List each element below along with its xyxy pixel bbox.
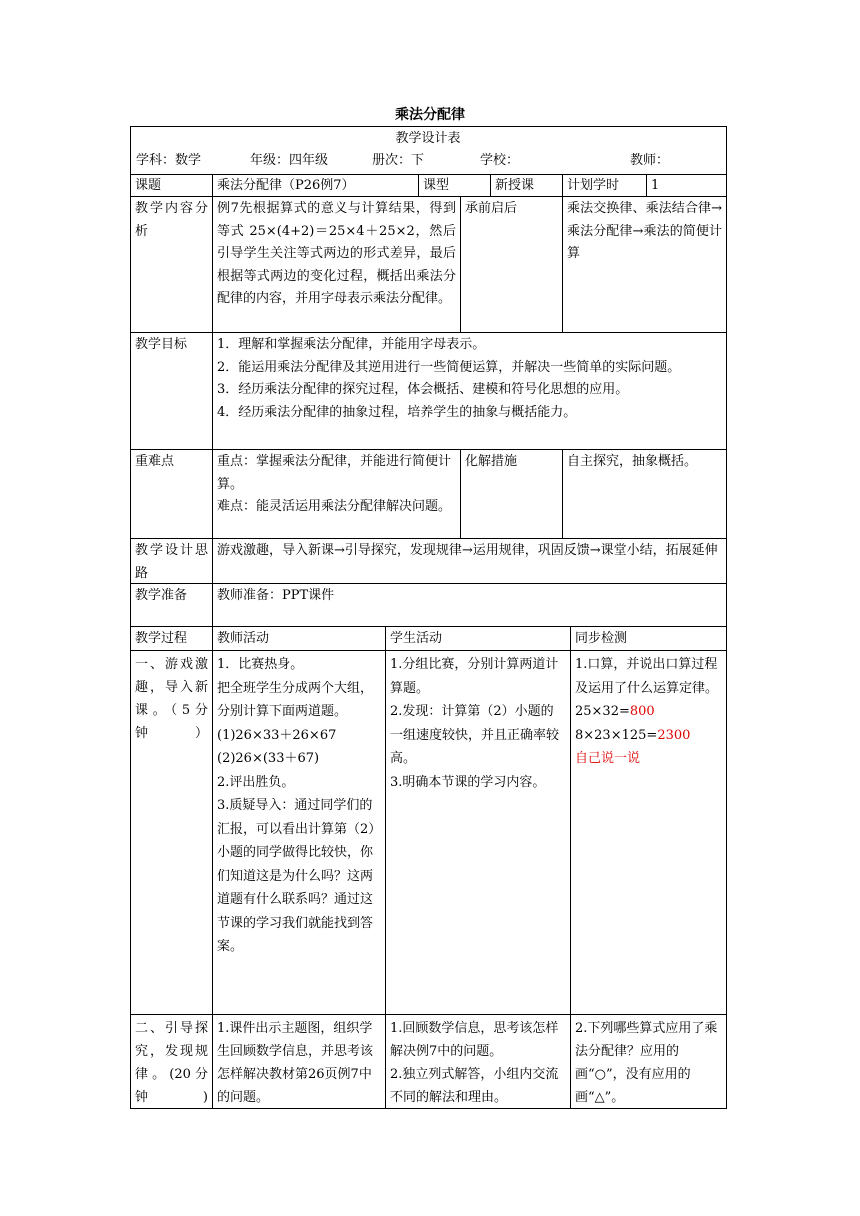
- teacher-line: (2)26×(33＋67): [217, 751, 320, 766]
- teacher-line: 把全班学生分成两个大组，分别计算下面两道题。: [217, 680, 374, 719]
- info-volume: 册次：下: [372, 153, 425, 168]
- prep-text: 教师准备：PPT课件: [217, 588, 335, 603]
- content-label: 教学内容分析: [135, 201, 208, 239]
- teacher-line: 3.质疑导入：通过同学们的汇报，可以看出计算第（2）小题的同学做得比较快，你们知道这是为什么吗？这两道题有什么联系吗？通过这节课的学习我们就能找到答案。: [217, 798, 375, 954]
- goal-item: 2．能运用乘法分配律及其逆用进行一些简便运算，并解决一些简单的实际问题。: [217, 359, 681, 375]
- topic-value: 乘法分配律（P26例7）: [217, 178, 355, 193]
- goals-list: [213, 333, 726, 425]
- section2-student: [386, 1016, 570, 1110]
- section1-check: [571, 652, 726, 772]
- hours-label: 计划学时: [567, 178, 620, 193]
- check-q2: [575, 724, 722, 748]
- design-label: 教学设计思路: [135, 543, 208, 581]
- section1-student: [386, 652, 570, 795]
- check-q1: [575, 700, 722, 724]
- teacher-line: 2.评出胜负。: [217, 774, 295, 790]
- student-line: 1.回顾数学信息，思考该怎样解决例7中的问题。: [390, 1021, 559, 1059]
- teacher-line: 1．比赛热身。: [217, 657, 304, 672]
- type-label: 课型: [423, 178, 450, 193]
- section1-teacher: [213, 652, 385, 960]
- student-line: 1.分组比赛，分别计算两道计算题。: [390, 657, 559, 696]
- check-q1-expr: 25×32=: [575, 704, 630, 719]
- document-title: 乘法分配律: [395, 107, 465, 123]
- info-school: 学校：: [480, 153, 520, 168]
- info-grade: 年级：四年级: [250, 153, 329, 168]
- goals-label: 教学目标: [135, 337, 188, 352]
- section2-check: 2.下列哪些算式应用了乘法分配律？应用的画“○”，没有应用的画“△”。: [575, 1021, 718, 1105]
- process-header-col4: 同步检测: [575, 631, 628, 646]
- measure-text: 自主探究，抽象概括。: [567, 454, 698, 469]
- check-note: 自己说一说: [575, 751, 641, 766]
- info-subject: 学科：数学: [136, 153, 202, 168]
- link-text: 乘法交换律、乘法结合律→乘法分配律→乘法的简便计算: [567, 201, 722, 261]
- hours-value: 1: [651, 178, 660, 193]
- section2-label: 二、引导探究，发现规律。(20分钟): [135, 1021, 208, 1105]
- difficulty-point: 难点：能灵活运用乘法分配律解决问题。: [217, 499, 452, 514]
- design-text: 游戏激趣，导入新课→引导探究，发现规律→运用规律，巩固反馈→课堂小结，拓展延伸: [217, 543, 718, 558]
- measure-label: 化解措施: [465, 454, 518, 469]
- section2-teacher: 1.课件出示主题图，组织学生回顾数学信息，并思考该怎样解决教材第26页例7中的问题。: [217, 1021, 374, 1105]
- goal-item: 4．经历乘法分配律的抽象过程，培养学生的抽象与概括能力。: [217, 404, 577, 420]
- process-header-col3: 学生活动: [390, 631, 443, 646]
- check-q2-answer: 2300: [657, 727, 691, 743]
- prep-label: 教学准备: [135, 588, 188, 603]
- type-value: 新授课: [495, 178, 535, 193]
- key-label: 重难点: [135, 454, 175, 469]
- student-line: 2.独立列式解答，小组内交流不同的解法和理由。: [390, 1067, 559, 1105]
- table-title: 教学设计表: [395, 131, 461, 146]
- check-q1-answer: 800: [629, 704, 655, 719]
- link-label: 承前启后: [465, 201, 518, 216]
- section1-label: 一、游戏激趣，导入新课。（5分钟）: [135, 657, 208, 741]
- check-q2-expr: 8×23×125=: [575, 727, 658, 743]
- info-teacher: 教师：: [630, 153, 670, 168]
- process-header-col2: 教师活动: [217, 631, 270, 646]
- goal-item: 3．经历乘法分配律的探究过程，体会概括、建模和符号化思想的应用。: [217, 382, 629, 397]
- content-text: 例7先根据算式的意义与计算结果，得到等式 25×(4+2)＝25×4＋25×2，然后引导学生关注等式两边的形式差异，最后根据等式两边的变化过程，概括出乘法分配律的内容，并用字母表示乘法分配律。: [217, 201, 456, 306]
- goal-item: 1．理解和掌握乘法分配律，并能用字母表示。: [217, 337, 486, 352]
- student-line: 2.发现：计算第（2）小题的一组速度较快，并且正确率较高。: [390, 704, 560, 766]
- process-header-col1: 教学过程: [135, 631, 188, 646]
- teacher-line: (1)26×33＋26×67: [217, 727, 337, 743]
- student-line: 3.明确本节课的学习内容。: [390, 774, 546, 790]
- key-point: 重点：掌握乘法分配律，并能进行简便计算。: [217, 454, 452, 492]
- topic-label: 课题: [135, 178, 162, 193]
- key-text: [213, 450, 460, 520]
- check-intro: 1.口算，并说出口算过程及运用了什么运算定律。: [575, 657, 719, 696]
